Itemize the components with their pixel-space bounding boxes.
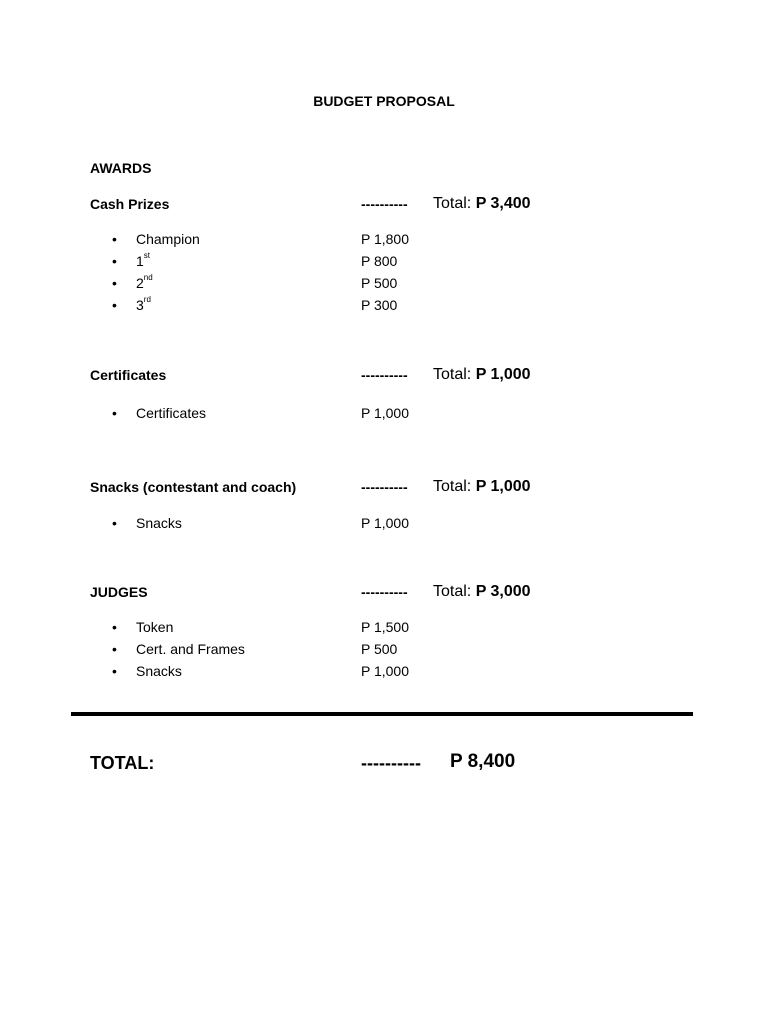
section-dashes: ---------- [361,584,408,600]
bullet-icon: • [112,641,117,657]
bullet-icon: • [112,515,117,531]
item-label: Snacks [136,663,182,679]
bullet-icon: • [112,663,117,679]
item-amount: P 500 [361,641,398,657]
grand-total-value: P 8,400 [450,751,516,772]
item-label: 3rd [136,295,151,313]
section-dashes: ---------- [361,479,408,495]
section-total [433,195,531,213]
item-amount: P 1,500 [361,619,410,635]
section-title: Snacks (contestant and coach) [90,479,297,495]
bullet-icon: • [112,405,117,421]
section-dashes: ---------- [361,367,408,383]
section-title: JUDGES [90,584,148,600]
bullet-icon: • [112,275,117,291]
item-amount: P 800 [361,253,398,269]
bullet-icon: • [112,231,117,247]
item-label: Champion [136,231,200,247]
section-total [433,366,531,384]
bullet-icon: • [112,253,117,269]
section-title: Cash Prizes [90,196,170,212]
item-label: Snacks [136,515,182,531]
section-total [433,583,531,601]
item-amount: P 500 [361,275,398,291]
section-title: Certificates [90,367,167,383]
item-ordinal-suffix: nd [143,273,153,282]
item-ordinal-suffix: st [143,251,151,260]
item-amount: P 1,000 [361,663,410,679]
bullet-icon: • [112,619,117,635]
grand-total-dashes: ---------- [361,753,421,773]
total-value: P 1,000 [475,478,531,495]
total-value: P 1,000 [475,366,531,383]
item-amount: P 1,000 [361,405,410,421]
item-label: Token [136,619,174,635]
total-label: Total: [433,366,472,383]
total-value: P 3,400 [475,195,531,212]
item-label: Certificates [136,405,207,421]
item-amount: P 300 [361,297,398,313]
item-ordinal-suffix: rd [143,295,151,304]
item-amount: P 1,000 [361,515,410,531]
total-label: Total: [433,583,472,600]
item-label: 1st [136,251,151,269]
section-total [433,478,531,496]
item-amount: P 1,800 [361,231,410,247]
document-title: BUDGET PROPOSAL [313,93,455,109]
item-label: 2nd [136,273,153,291]
section-dashes: ---------- [361,196,408,212]
grand-total-label: TOTAL: [90,753,155,773]
bullet-icon: • [112,297,117,313]
awards-heading: AWARDS [90,160,152,176]
total-divider [71,712,693,716]
item-label: Cert. and Frames [136,641,245,657]
total-label: Total: [433,478,472,495]
total-value: P 3,000 [475,583,531,600]
total-label: Total: [433,195,472,212]
